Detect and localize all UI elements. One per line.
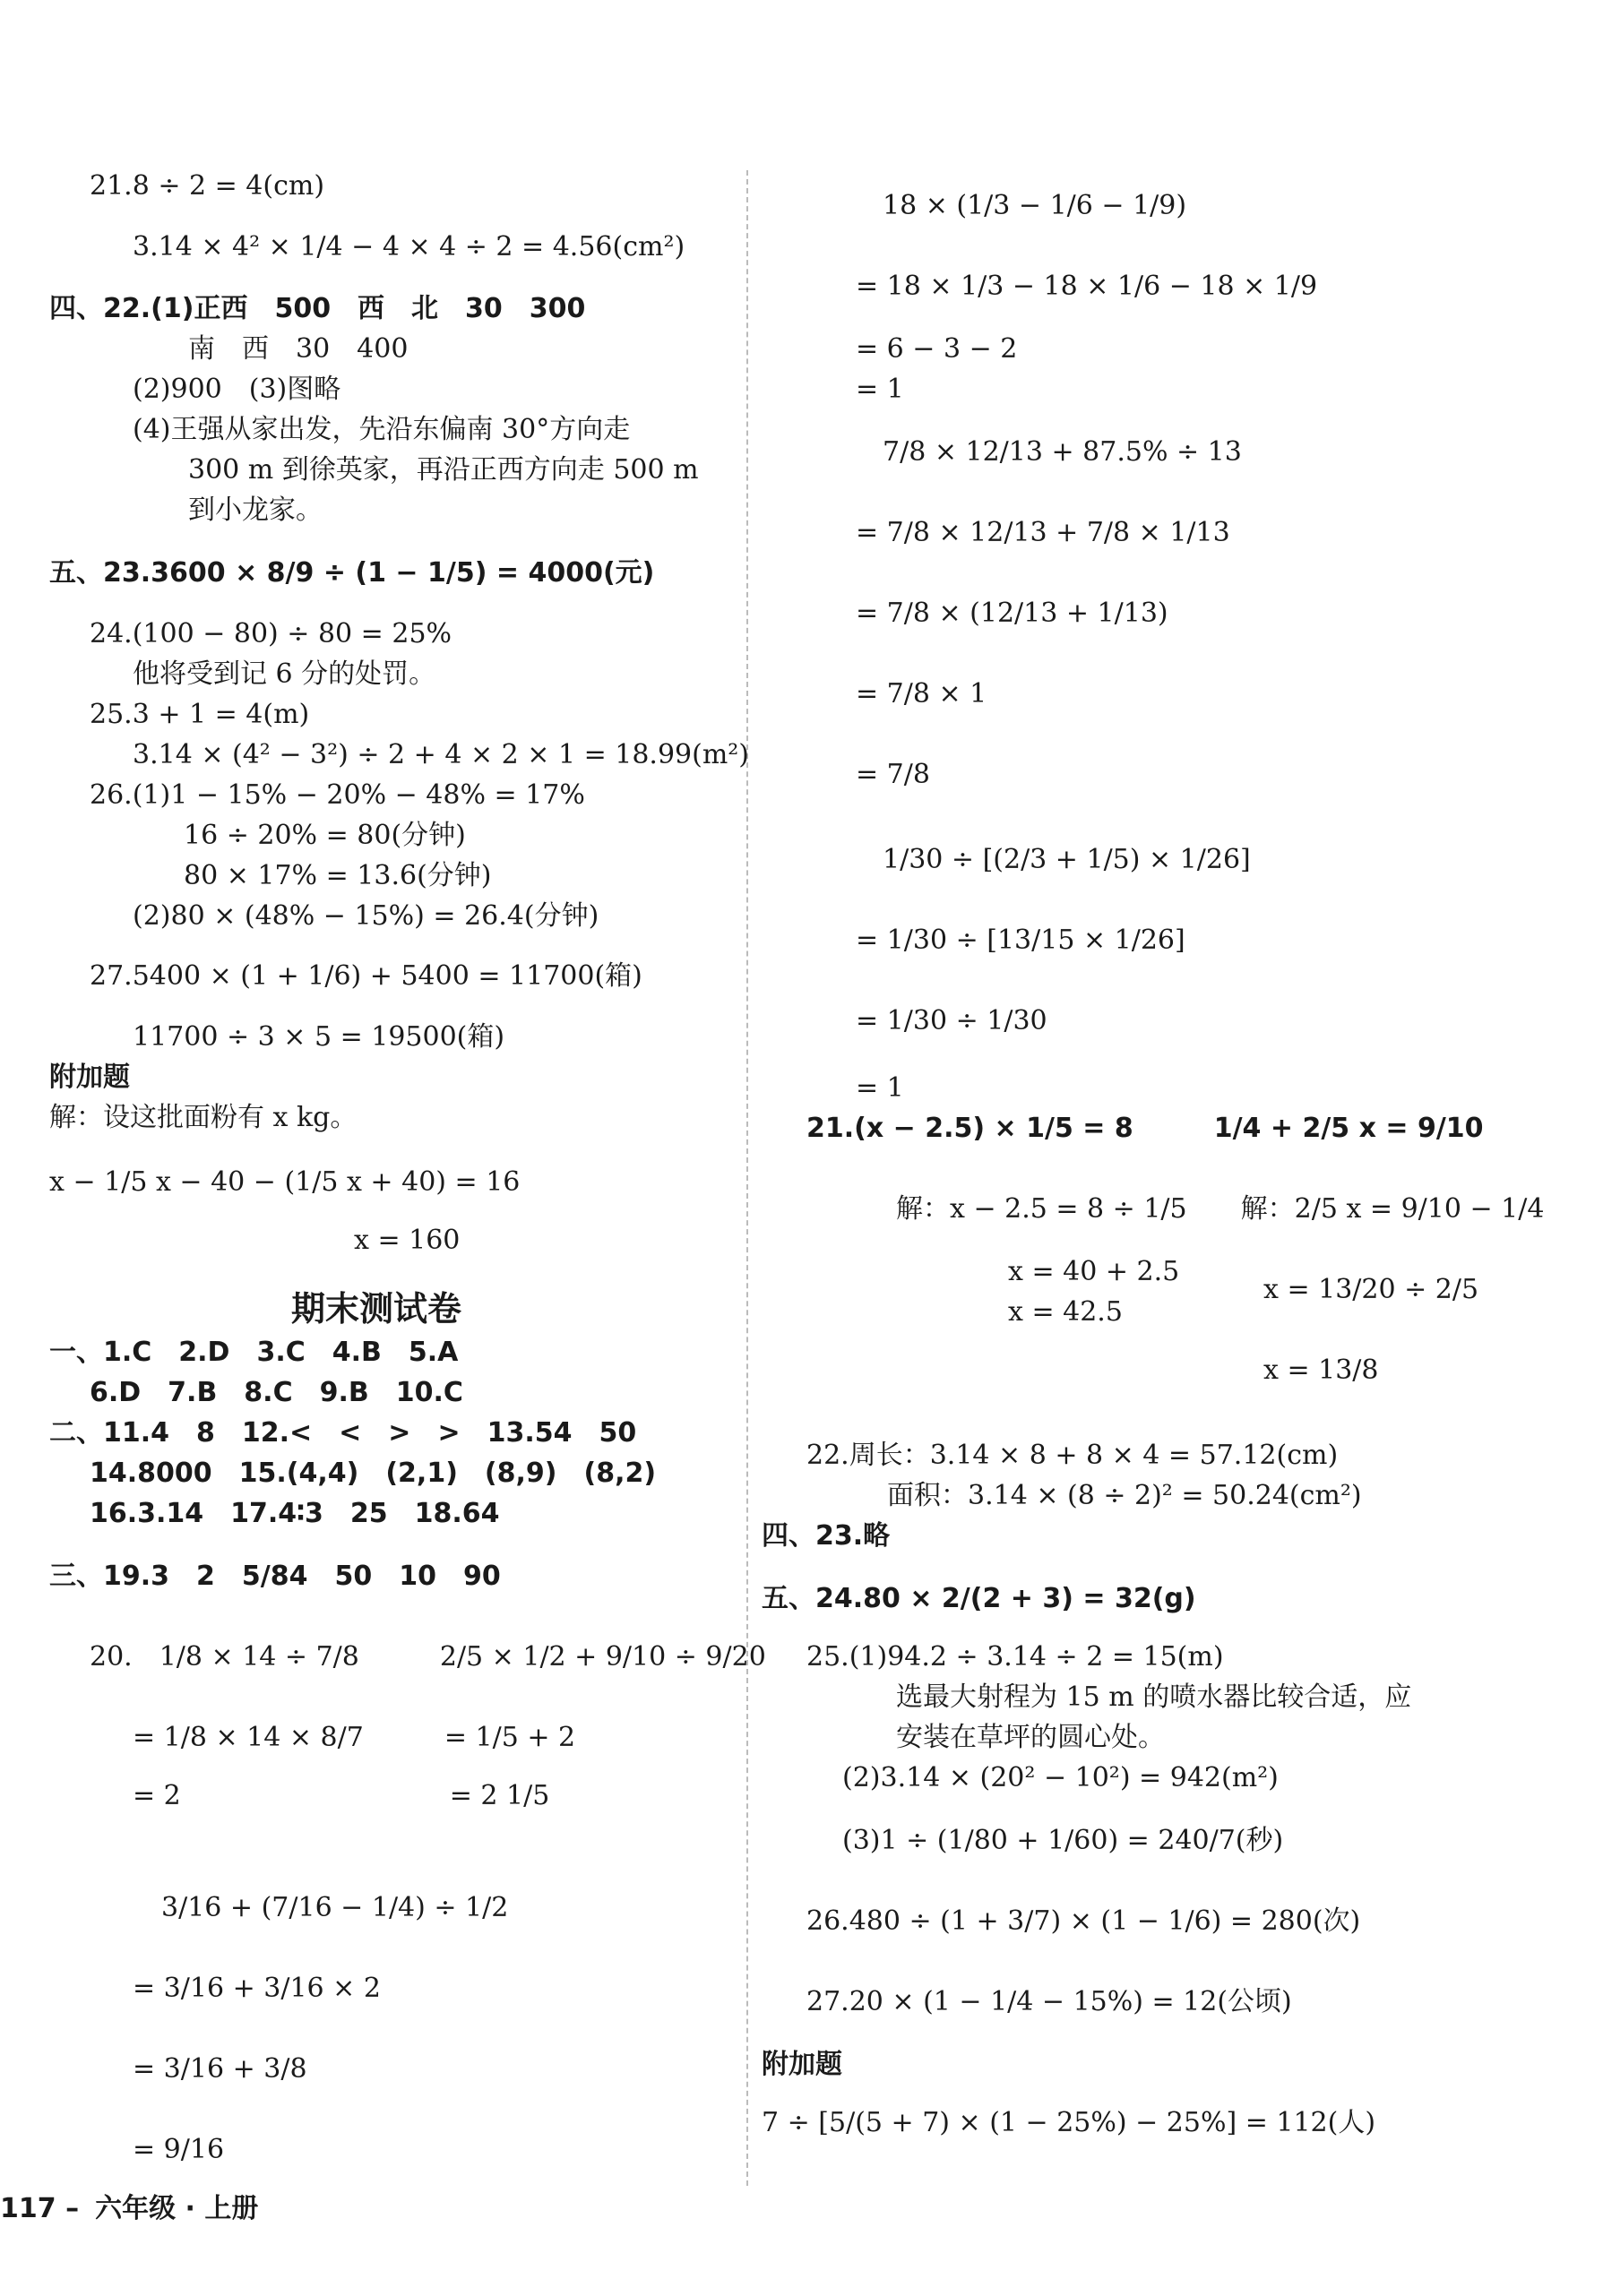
answer-line: 南 西 30 400	[188, 333, 409, 365]
answer-line: 7 ÷ [5/(5 + 7) × (1 − 25%) − 25%] = 112(人)	[762, 2107, 1376, 2138]
answer-line: 21.(x − 2.5) × 1/5 = 8 1/4 + 2/5 x = 9/10	[806, 1113, 1484, 1144]
answer-line: 3/16 + (7/16 − 1/4) ÷ 1/2	[161, 1892, 509, 1923]
answer-line: = 6 − 3 − 2	[856, 333, 1018, 365]
answer-line: (2)900 (3)图略	[133, 374, 341, 405]
answer-line: (3)1 ÷ (1/80 + 1/60) = 240/7(秒)	[842, 1825, 1284, 1856]
answer-line: 22.周长：3.14 × 8 + 8 × 4 = 57.12(cm)	[806, 1440, 1339, 1471]
answer-line: 27.5400 × (1 + 1/6) + 5400 = 11700(箱)	[90, 960, 642, 992]
answer-line: x = 13/20 ÷ 2/5	[1263, 1274, 1479, 1305]
answer-line: 16.3.14 17.4∶3 25 18.64	[90, 1498, 500, 1529]
answer-line: 27.20 × (1 − 1/4 − 15%) = 12(公顷)	[806, 1986, 1292, 2017]
answer-line: 二、11.4 8 12.< < > > 13.54 50	[49, 1417, 637, 1449]
column-divider	[746, 170, 748, 2186]
answer-line: = 2 = 2 1/5	[133, 1780, 550, 1811]
answer-line: 到小龙家。	[188, 494, 323, 526]
answer-line: (2)3.14 × (20² − 10²) = 942(m²)	[842, 1762, 1279, 1793]
answer-line: 解：x − 2.5 = 8 ÷ 1/5 解：2/5 x = 9/10 − 1/4	[896, 1193, 1545, 1225]
answer-line: 14.8000 15.(4,4) (2,1) (8,9) (8,2)	[90, 1458, 657, 1489]
answer-line: 16 ÷ 20% = 80(分钟)	[184, 820, 466, 851]
answer-line: 21.8 ÷ 2 = 4(cm)	[90, 170, 325, 202]
answer-line: 26.480 ÷ (1 + 3/7) × (1 − 1/6) = 280(次)	[806, 1905, 1361, 1937]
answer-line: = 1/8 × 14 × 8/7 = 1/5 + 2	[133, 1722, 576, 1753]
answer-line: 24.(100 − 80) ÷ 80 = 25%	[90, 618, 452, 649]
answer-line: 20. 1/8 × 14 ÷ 7/8 2/5 × 1/2 + 9/10 ÷ 9/20	[90, 1641, 766, 1673]
answer-line: 6.D 7.B 8.C 9.B 10.C	[90, 1377, 463, 1408]
page-footer	[0, 2186, 274, 2225]
answer-line: 1/30 ÷ [(2/3 + 1/5) × 1/26]	[883, 844, 1251, 875]
answer-line: 选最大射程为 15 m 的喷水器比较合适，应	[896, 1681, 1412, 1713]
answer-line: 四、22.(1)正西 500 西 北 30 300	[49, 293, 586, 324]
answer-line: = 7/8	[856, 759, 930, 790]
answer-line: = 7/8 × 12/13 + 7/8 × 1/13	[856, 517, 1230, 548]
answer-line: 三、19.3 2 5/84 50 10 90	[49, 1561, 501, 1592]
answer-line: x − 1/5 x − 40 − (1/5 x + 40) = 16	[49, 1166, 521, 1198]
answer-line: 18 × (1/3 − 1/6 − 1/9)	[883, 190, 1187, 221]
answer-line: 80 × 17% = 13.6(分钟)	[184, 860, 492, 891]
section-heading: 附加题	[762, 2049, 842, 2080]
answer-line: x = 160	[354, 1225, 461, 1256]
section-heading: 附加题	[49, 1062, 130, 1093]
grade-label: 六年级 · 上册	[95, 2193, 259, 2224]
answer-line: 7/8 × 12/13 + 87.5% ÷ 13	[883, 436, 1242, 468]
answer-line: (2)80 × (48% − 15%) = 26.4(分钟)	[133, 900, 599, 932]
answer-line: 四、23.略	[762, 1520, 891, 1552]
answer-line: 面积：3.14 × (8 ÷ 2)² = 50.24(cm²)	[887, 1480, 1362, 1511]
answer-line: = 1/30 ÷ 1/30	[856, 1005, 1047, 1036]
answer-line: 解：设这批面粉有 x kg。	[49, 1102, 358, 1133]
answer-line: = 3/16 + 3/16 × 2	[133, 1973, 381, 2004]
page-number: 117 –	[0, 2193, 80, 2224]
answer-line: 安装在草坪的圆心处。	[896, 1722, 1165, 1753]
answer-line: 25.(1)94.2 ÷ 3.14 ÷ 2 = 15(m)	[806, 1641, 1224, 1673]
answer-line: = 7/8 × 1	[856, 678, 987, 709]
section-title: 期末测试卷	[291, 1289, 462, 1329]
answer-line: 26.(1)1 − 15% − 20% − 48% = 17%	[90, 779, 585, 811]
answer-line: (4)王强从家出发，先沿东偏南 30°方向走	[133, 414, 631, 445]
answer-line: x = 13/8	[1263, 1354, 1379, 1386]
answer-line: x = 42.5	[1008, 1296, 1123, 1328]
answer-line: 他将受到记 6 分的处罚。	[133, 658, 436, 690]
answer-line: 3.14 × 4² × 1/4 − 4 × 4 ÷ 2 = 4.56(cm²)	[133, 231, 685, 262]
answer-line: = 18 × 1/3 − 18 × 1/6 − 18 × 1/9	[856, 271, 1318, 302]
answer-line: = 3/16 + 3/8	[133, 2053, 307, 2085]
answer-line: x = 40 + 2.5	[1008, 1256, 1180, 1287]
answer-line: 五、24.80 × 2/(2 + 3) = 32(g)	[762, 1583, 1196, 1614]
answer-line: 11700 ÷ 3 × 5 = 19500(箱)	[133, 1021, 505, 1053]
answer-line: 25.3 + 1 = 4(m)	[90, 699, 310, 730]
answer-line: = 9/16	[133, 2134, 225, 2165]
answer-line: 一、1.C 2.D 3.C 4.B 5.A	[49, 1337, 459, 1368]
answer-line: 五、23.3600 × 8/9 ÷ (1 − 1/5) = 4000(元)	[49, 557, 655, 589]
answer-line: 3.14 × (4² − 3²) ÷ 2 + 4 × 2 × 1 = 18.99(m²)	[133, 739, 750, 770]
answer-line: 300 m 到徐英家，再沿正西方向走 500 m	[188, 454, 699, 486]
answer-line: = 1	[856, 1072, 904, 1104]
answer-line: = 1/30 ÷ [13/15 × 1/26]	[856, 924, 1185, 956]
answer-line: = 7/8 × (12/13 + 1/13)	[856, 598, 1168, 629]
answer-line: = 1	[856, 374, 904, 405]
